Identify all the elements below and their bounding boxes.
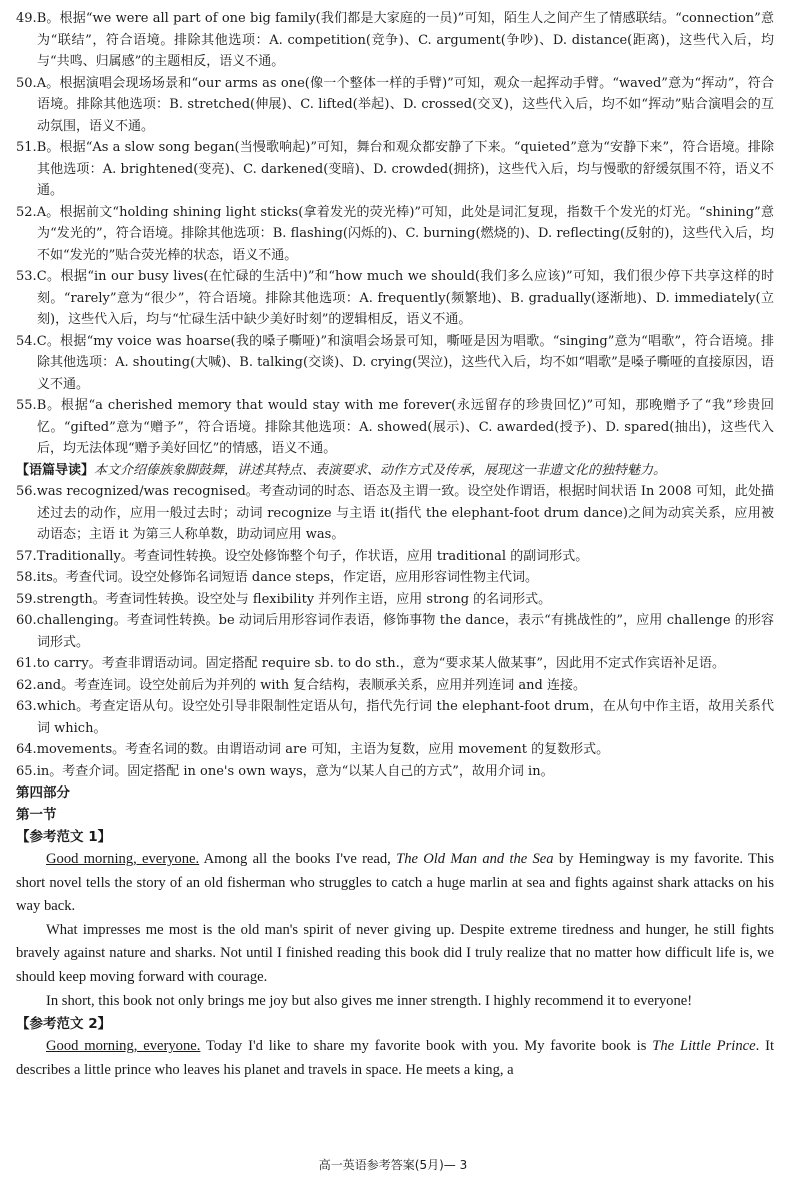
question-number: 49. xyxy=(16,11,37,26)
explanation-item xyxy=(16,137,774,202)
essay-1-paragraph-1 xyxy=(16,848,774,919)
explanation-item xyxy=(16,610,774,653)
answer-page xyxy=(16,8,774,1082)
essay-2-greeting: Good morning, everyone. xyxy=(46,1038,201,1055)
page-footer: 高一英语参考答案(5月)— 3 xyxy=(318,1158,468,1172)
explanation-item xyxy=(16,202,774,267)
question-number: 64. xyxy=(16,742,37,757)
explanation-text: Traditionally。考查词性转换。设空处修饰整个句子，作状语，应用 traditional 的副词形式。 xyxy=(36,548,589,564)
explanation-item xyxy=(16,696,774,739)
explanation-item xyxy=(16,675,774,697)
passage-guide-text: 本文介绍傣族象脚鼓舞，讲述其特点、表演要求、动作方式及传承，展现这一非遗文化的独特魅力。 xyxy=(94,462,667,478)
explanation-item xyxy=(16,546,774,568)
explanation-item xyxy=(16,266,774,331)
question-number: 59. xyxy=(16,591,37,607)
question-number: 60. xyxy=(16,613,37,628)
explanation-text: and。考查连词。设空处前后为并列的 with 复合结构，表顺承关系，应用并列连词 and 连接。 xyxy=(36,677,586,693)
question-number: 65. xyxy=(16,763,37,779)
question-number: 58. xyxy=(16,570,37,585)
explanation-text: its。考查代词。设空处修饰名词短语 dance steps，作定语，应用形容词性物主代词。 xyxy=(36,570,539,585)
question-number: 54. xyxy=(16,333,37,349)
part-heading: 第四部分 xyxy=(16,785,70,801)
sample-essay-2 xyxy=(16,1035,774,1082)
essay-1-greeting: Good morning, everyone. xyxy=(46,851,200,867)
explanation-item xyxy=(16,761,774,783)
essay-1-p1-a: Among all the books I've read, xyxy=(199,851,397,867)
passage-guide-tag: 【语篇导读】 xyxy=(16,462,95,478)
explanation-item xyxy=(16,653,774,675)
question-number: 51. xyxy=(16,140,37,155)
essay-1-book-title: The Old Man and the Sea xyxy=(396,851,554,867)
explanation-text: strength。考查词性转换。设空处与 flexibility 并列作主语，应用 strong 的名词形式。 xyxy=(36,591,552,607)
question-number: 63. xyxy=(16,699,37,714)
essay-1-paragraph-2: What impresses me most is the old man's spirit of never giving up. Despite extreme tiredness and hunger, he still fights bravely against nature and sharks. Not until I finished reading this book did I truly realize that no matter how difficult life is, we should keep moving forward with courage. xyxy=(16,921,774,985)
essay-2-p1-b: . It describes a little prince who leaves his planet and travels in space. He meets a king, a xyxy=(16,1038,774,1078)
explanation-item xyxy=(16,8,774,73)
question-number: 57. xyxy=(16,548,37,564)
explanation-text: C。根据“in our busy lives(在忙碌的生活中)”和“how much we should(我们多么应该)”可知，我们很少停下共享这样的时刻。“rarely”意为“很少”，符合语境。排除其他选项：A. frequently(频繁地)、B. gradually(逐渐地)、D. immediately(立刻)，这些代入后，均与“忙碌生活中缺少美好时刻”的逻辑相反，语义不通。 xyxy=(36,269,774,327)
passage-guide xyxy=(16,460,774,482)
question-number: 56. xyxy=(16,484,37,499)
question-number: 61. xyxy=(16,656,37,671)
question-number: 55. xyxy=(16,398,37,413)
sample-essay-2-heading: 【参考范文 2】 xyxy=(16,1016,112,1033)
essay-2-p1-a: Today I'd like to share my favorite book with you. My favorite book is xyxy=(200,1038,653,1055)
essay-2-paragraph-1 xyxy=(16,1035,774,1082)
explanation-text: movements。考查名词的数。由谓语动词 are 可知，主语为复数，应用 movement 的复数形式。 xyxy=(36,742,610,757)
explanation-text: C。根据“my voice was hoarse(我的嗓子嘶哑)”和演唱会场景可知，嘶哑是因为唱歌。“singing”意为“唱歌”，符合语境。排除其他选项：A. shouting(大喊)、B. talking(交谈)、D. crying(哭泣)，这些代入后，均不如“唱歌”是嗓子嘶哑的直接原因，语义不通。 xyxy=(36,333,774,392)
essay-2-book-title: The Little Prince xyxy=(652,1038,756,1055)
grammar-explanation-list xyxy=(16,481,774,782)
essay-1-paragraph-3: In short, this book not only brings me joy but also gives me inner strength. I highly recommend it to everyone! xyxy=(46,992,693,1009)
sample-essay-1-heading: 【参考范文 1】 xyxy=(16,829,112,845)
question-number: 50. xyxy=(16,75,37,91)
cloze-explanation-list xyxy=(16,8,774,460)
explanation-text: which。考查定语从句。设空处引导非限制性定语从句，指代先行词 the elephant-foot drum，在从句中作主语，故用关系代词 which。 xyxy=(36,699,774,736)
explanation-text: B。根据“As a slow song began(当慢歌响起)”可知，舞台和观众都安静了下来。“quieted”意为“安静下来”，符合语境。排除其他选项：A. brightened(变亮)、C. darkened(变暗)、D. crowded(拥挤)，这些代入后，均与慢歌的舒缓氛围不符，语义不通。 xyxy=(36,140,774,198)
explanation-item xyxy=(16,739,774,761)
explanation-item xyxy=(16,481,774,546)
explanation-item xyxy=(16,331,774,396)
explanation-item xyxy=(16,73,774,138)
sample-essay-1 xyxy=(16,848,774,1013)
explanation-item xyxy=(16,567,774,589)
explanation-text: A。根据前文“holding shining light sticks(拿着发光的荧光棒)”可知，此处是词汇复现，指数千个发光的灯光。“shining”意为“发光的”，符合语境。排除其他选项：B. flashing(闪烁的)、C. burning(燃烧的)、D. reflecting(反射的)，这些代入后，均不如“发光的”贴合荧光棒的状态，语义不通。 xyxy=(36,204,774,263)
explanation-item xyxy=(16,589,774,611)
section-heading: 第一节 xyxy=(16,807,57,823)
explanation-item xyxy=(16,395,774,460)
question-number: 53. xyxy=(16,269,37,284)
explanation-text: was recognized/was recognised。考查动词的时态、语态及主谓一致。设空处作谓语，根据时间状语 In 2008 可知，此处描述过去的动作，应用一般过去时；动词 recognize 与主语 it(指代 the elephant-foot drum dance)之间为动宾关系，应用被动语态；主语 it 为第三人称单数，助动词应用 was。 xyxy=(36,484,774,542)
explanation-text: in。考查介词。固定搭配 in one's own ways，意为“以某人自己的方式”，故用介词 in。 xyxy=(36,763,554,779)
question-number: 62. xyxy=(16,677,37,693)
explanation-text: to carry。考查非谓语动词。固定搭配 require sb. to do sth.，意为“要求某人做某事”，因此用不定式作宾语补足语。 xyxy=(36,656,726,671)
essay-1-p1-b: by Hemingway is my favorite. This short novel tells the story of an old fisherman who struggles to catch a huge marlin at sea and fights against shark attacks on his way back. xyxy=(16,851,774,915)
explanation-text: B。根据“a cherished memory that would stay with me forever(永远留存的珍贵回忆)”可知，那晚赠予了“我”珍贵回忆。“gifted”意为“赠予”，符合语境。排除其他选项：A. showed(展示)、C. awarded(授予)、D. spared(抽出)，这些代入后，均无法体现“赠予美好回忆”的情感，语义不通。 xyxy=(36,398,774,456)
explanation-text: A。根据演唱会现场场景和“our arms as one(像一个整体一样的手臂)”可知，观众一起挥动手臂。“waved”意为“挥动”，符合语境。排除其他选项：B. stretched(伸展)、C. lifted(举起)、D. crossed(交叉)，这些代入后，均不如“挥动”贴合演唱会的互动氛围，语义不通。 xyxy=(36,75,774,134)
explanation-text: B。根据“we were all part of one big family(我们都是大家庭的一员)”可知，陌生人之间产生了情感联结。“connection”意为“联结”，符合语境。排除其他选项：A. competition(竞争)、C. argument(争吵)、D. distance(距离)，这些代入后，均与“共鸣、归属感”的主题相反，语义不通。 xyxy=(36,11,774,69)
explanation-text: challenging。考查词性转换。be 动词后用形容词作表语，修饰事物 the dance，表示“有挑战性的”，应用 challenge 的形容词形式。 xyxy=(36,613,774,650)
question-number: 52. xyxy=(16,204,37,220)
